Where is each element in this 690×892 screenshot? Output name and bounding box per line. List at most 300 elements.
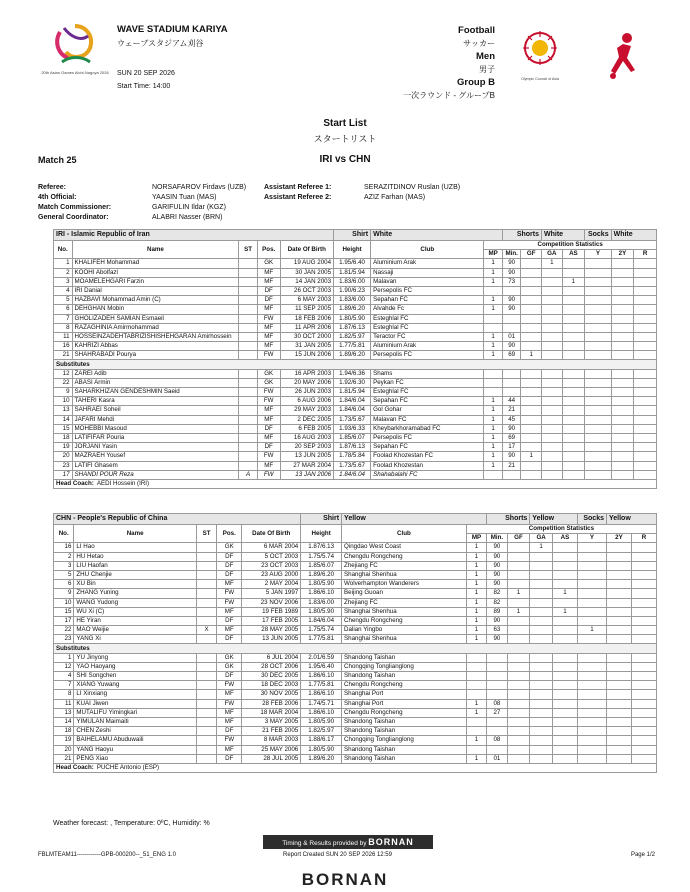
player-stat-min: 90	[502, 305, 521, 314]
player-position: GK	[257, 369, 280, 378]
player-stat-mp: 1	[484, 259, 503, 268]
player-stat-r	[634, 314, 657, 323]
player-name: SHI Songchen	[74, 672, 196, 681]
player-stat-as	[562, 314, 585, 323]
player-stat-mp: 1	[484, 332, 503, 341]
player-stat-y2	[611, 443, 634, 452]
player-stat-y	[585, 342, 611, 351]
player-stat-y	[577, 653, 606, 662]
player-status	[196, 745, 216, 754]
player-number: 18	[54, 727, 74, 736]
player-number: 5	[54, 296, 73, 305]
column-header-row	[54, 525, 657, 534]
matchup: IRI vs CHN	[319, 154, 371, 165]
player-stat-y	[577, 552, 606, 561]
player-stat-mp: 1	[466, 708, 486, 717]
player-status	[239, 378, 258, 387]
player-stat-y	[577, 607, 606, 616]
player-stat-as	[552, 754, 577, 763]
bornan-logo: BORNAN	[301, 870, 389, 889]
player-name: YIMULAN Maimaiti	[74, 717, 196, 726]
player-stat-y	[585, 259, 611, 268]
player-status	[239, 433, 258, 442]
player-stat-y	[585, 452, 611, 461]
player-stat-y	[577, 717, 606, 726]
player-stat-gf	[507, 736, 530, 745]
player-stat-y2	[611, 452, 634, 461]
player-status	[239, 351, 258, 360]
player-position: MF	[217, 708, 242, 717]
player-club: Sepahan FC	[371, 397, 484, 406]
start-time: Start Time: 14:00	[117, 83, 171, 90]
player-stat-gf	[507, 754, 530, 763]
shirt-color: Yellow	[342, 514, 487, 525]
player-stat-min: 90	[502, 424, 521, 433]
player-club: Shanghai Shenhua	[342, 635, 467, 644]
substitutes-label: Substitutes	[54, 360, 657, 369]
player-stat-gf	[507, 672, 530, 681]
player-stat-y	[577, 727, 606, 736]
player-dob: 30 NOV 2005	[242, 690, 301, 699]
player-position: MF	[257, 268, 280, 277]
player-dob: 20 MAY 2006	[280, 378, 334, 387]
player-stat-min	[487, 727, 507, 736]
player-dob: 28 OCT 2006	[242, 662, 301, 671]
player-stat-as	[552, 561, 577, 570]
player-name: HU Hetao	[74, 552, 196, 561]
player-stat-r	[634, 443, 657, 452]
player-position: FW	[217, 736, 242, 745]
player-number: 13	[54, 708, 74, 717]
player-position: DF	[217, 561, 242, 570]
player-stat-gf	[507, 745, 530, 754]
player-club: Aluminium Arak	[371, 342, 484, 351]
player-name: TAHERI Kasra	[72, 397, 239, 406]
player-row	[54, 397, 657, 406]
player-number: 2	[54, 268, 73, 277]
player-stat-ga	[530, 672, 553, 681]
player-height: 1.78/5.84	[334, 452, 371, 461]
player-stat-ga	[530, 662, 553, 671]
player-dob: 14 JAN 2003	[280, 277, 334, 286]
player-stat-y2	[606, 552, 631, 561]
player-stat-y	[585, 286, 611, 295]
player-stat-ga	[530, 745, 553, 754]
player-club: Dalian Yingbo	[342, 626, 467, 635]
player-stat-mp: 1	[466, 543, 486, 552]
player-row	[54, 470, 657, 479]
player-row	[54, 580, 657, 589]
player-row	[54, 424, 657, 433]
player-stat-r	[631, 570, 656, 579]
player-stat-as	[552, 543, 577, 552]
player-row	[54, 717, 657, 726]
col-mp: MP	[484, 250, 503, 259]
fourth-official-name: YAASIN Tuan (MAS)	[152, 194, 217, 201]
player-stat-r	[631, 727, 656, 736]
player-stat-as	[562, 443, 585, 452]
player-row	[54, 296, 657, 305]
player-stat-r	[634, 388, 657, 397]
player-number: 17	[54, 616, 74, 625]
player-club: Kheybarkhoramabad FC	[371, 424, 484, 433]
player-club: Sepahan FC	[371, 443, 484, 452]
player-name: KHALIFEH Mohammad	[72, 259, 239, 268]
player-number: 14	[54, 717, 74, 726]
player-number: 13	[54, 406, 73, 415]
player-stat-mp: 1	[484, 277, 503, 286]
player-stat-y	[577, 699, 606, 708]
player-position: DF	[217, 754, 242, 763]
col-name: Name	[72, 241, 239, 259]
player-row	[54, 616, 657, 625]
player-row	[54, 277, 657, 286]
player-dob: 23 NOV 2006	[242, 598, 301, 607]
player-stat-mp: 1	[484, 351, 503, 360]
competition-statistics-header: Competition Statistics	[466, 525, 656, 534]
player-stat-ga	[530, 589, 553, 598]
player-stat-as: 1	[552, 589, 577, 598]
player-stat-ga	[542, 305, 563, 314]
player-height: 1.86/6.10	[301, 672, 342, 681]
player-position: DF	[257, 296, 280, 305]
player-stat-gf	[507, 561, 530, 570]
player-stat-y	[577, 672, 606, 681]
player-stat-mp: 1	[466, 699, 486, 708]
player-number: 4	[54, 286, 73, 295]
team-start-list-table	[53, 229, 657, 489]
player-position: DF	[217, 616, 242, 625]
player-dob: 23 OCT 2003	[242, 561, 301, 570]
player-stat-r	[634, 277, 657, 286]
player-row	[54, 690, 657, 699]
head-coach-row	[54, 763, 657, 772]
player-row	[54, 452, 657, 461]
player-stat-mp: 1	[484, 406, 503, 415]
player-stat-min: 90	[487, 635, 507, 644]
player-stat-r	[634, 406, 657, 415]
player-height: 1.86/6.10	[301, 708, 342, 717]
player-stat-y2	[611, 332, 634, 341]
player-stat-mp: 1	[484, 397, 503, 406]
player-dob: 28 MAY 2005	[242, 626, 301, 635]
player-stat-as	[562, 305, 585, 314]
group-name-jp: 一次ラウンド - グループB	[403, 91, 495, 100]
player-height: 1.73/5.67	[334, 415, 371, 424]
player-number: 11	[54, 699, 74, 708]
player-stat-mp: 1	[466, 754, 486, 763]
player-club: Chengdu Rongcheng	[342, 552, 467, 561]
timing-label: Timing & Results provided by	[282, 840, 367, 847]
shirt-label: Shirt	[334, 230, 371, 241]
player-club: Chengdu Rongcheng	[342, 681, 467, 690]
player-row	[54, 314, 657, 323]
player-status	[196, 699, 216, 708]
player-dob: 17 FEB 2005	[242, 616, 301, 625]
player-height: 1.85/6.07	[334, 433, 371, 442]
player-dob: 21 FEB 2005	[242, 727, 301, 736]
player-dob: 15 JUN 2006	[280, 351, 334, 360]
player-stat-mp: 1	[466, 570, 486, 579]
player-row	[54, 268, 657, 277]
player-stat-r	[631, 626, 656, 635]
player-height: 1.95/6.40	[301, 662, 342, 671]
player-position: DF	[217, 570, 242, 579]
player-stat-ga	[542, 461, 563, 470]
player-club: Esteghlal FC	[371, 388, 484, 397]
player-dob: 5 JAN 1997	[242, 589, 301, 598]
player-stat-y	[577, 616, 606, 625]
player-club: Esteghlal FC	[371, 323, 484, 332]
player-stat-r	[634, 397, 657, 406]
player-dob: 30 DEC 2005	[242, 672, 301, 681]
player-stat-gf	[507, 717, 530, 726]
col-st: ST	[196, 525, 216, 543]
player-height: 1.83/6.00	[301, 598, 342, 607]
player-stat-as	[562, 332, 585, 341]
player-stat-gf	[521, 305, 542, 314]
player-stat-min	[502, 369, 521, 378]
player-number: 9	[54, 388, 73, 397]
player-stat-gf	[507, 598, 530, 607]
player-stat-gf: 1	[521, 452, 542, 461]
player-stat-min: 82	[487, 598, 507, 607]
player-position: MF	[217, 745, 242, 754]
player-stat-as	[552, 690, 577, 699]
player-stat-ga	[542, 369, 563, 378]
player-stat-gf	[521, 268, 542, 277]
player-stat-as	[552, 616, 577, 625]
player-club: Esteghlal FC	[371, 314, 484, 323]
player-stat-r	[634, 323, 657, 332]
player-club: Aluminium Arak	[371, 259, 484, 268]
player-position: GK	[217, 543, 242, 552]
player-number: 20	[54, 745, 74, 754]
player-stat-r	[634, 369, 657, 378]
player-position: GK	[257, 259, 280, 268]
player-status	[196, 653, 216, 662]
player-name: ABASI Armin	[72, 378, 239, 387]
player-stat-ga	[542, 406, 563, 415]
player-stat-min: 44	[502, 397, 521, 406]
player-stat-ga	[542, 286, 563, 295]
player-status	[239, 443, 258, 452]
player-stat-min	[487, 672, 507, 681]
player-position: FW	[217, 589, 242, 598]
player-stat-ga	[542, 342, 563, 351]
head-coach-label: Head Coach:	[56, 479, 94, 487]
player-club: Zhejiang FC	[342, 561, 467, 570]
player-stat-min: 27	[487, 708, 507, 717]
player-height: 1.84/6.04	[301, 616, 342, 625]
player-height: 2.01/6.59	[301, 653, 342, 662]
player-stat-r	[631, 653, 656, 662]
player-dob: 11 SEP 2005	[280, 305, 334, 314]
player-stat-gf	[507, 570, 530, 579]
player-position: MF	[217, 580, 242, 589]
player-stat-y	[577, 589, 606, 598]
shorts-label: Shorts	[487, 514, 530, 525]
player-stat-ga	[542, 424, 563, 433]
player-stat-y2	[606, 626, 631, 635]
head-coach	[54, 479, 657, 488]
gender: Men	[476, 51, 495, 62]
player-status	[196, 754, 216, 763]
football-pictogram-icon	[605, 30, 643, 80]
player-stat-as	[562, 433, 585, 442]
player-stat-as	[552, 570, 577, 579]
player-position: DF	[257, 286, 280, 295]
player-stat-y2	[606, 635, 631, 644]
player-stat-y	[585, 433, 611, 442]
player-position: FW	[217, 681, 242, 690]
page-number: Page 1/2	[630, 852, 655, 858]
player-stat-y	[585, 369, 611, 378]
player-stat-ga	[542, 443, 563, 452]
socks-color: White	[611, 230, 656, 241]
player-stat-y2	[611, 286, 634, 295]
player-position: DF	[217, 672, 242, 681]
player-name: ZHU Chenjie	[74, 570, 196, 579]
player-stat-mp	[484, 388, 503, 397]
player-stat-mp: 1	[484, 305, 503, 314]
team-header-row	[54, 230, 657, 241]
player-club: Wolverhampton Wanderers	[342, 580, 467, 589]
player-row	[54, 461, 657, 470]
player-stat-y	[585, 415, 611, 424]
player-club: Sepahan FC	[371, 296, 484, 305]
player-stat-r	[634, 342, 657, 351]
player-stat-min: 73	[502, 277, 521, 286]
player-stat-ga	[542, 323, 563, 332]
player-position: FW	[257, 397, 280, 406]
player-stat-min	[487, 717, 507, 726]
player-name: JORJANI Yasin	[72, 443, 239, 452]
player-stat-min: 01	[487, 754, 507, 763]
substitutes-row	[54, 360, 657, 369]
player-stat-mp: 1	[484, 424, 503, 433]
shirt-label: Shirt	[301, 514, 342, 525]
player-number: 23	[54, 461, 73, 470]
player-stat-r	[634, 305, 657, 314]
player-height: 1.80/5.90	[301, 607, 342, 616]
player-row	[54, 543, 657, 552]
player-stat-y	[585, 388, 611, 397]
player-stat-y	[585, 277, 611, 286]
player-dob: 18 DEC 2003	[242, 681, 301, 690]
player-stat-as	[562, 268, 585, 277]
player-row	[54, 699, 657, 708]
player-row	[54, 332, 657, 341]
oca-logo	[520, 28, 560, 86]
player-stat-gf	[507, 580, 530, 589]
col-y2: 2Y	[611, 250, 634, 259]
player-status	[196, 570, 216, 579]
player-height: 1.77/5.81	[301, 635, 342, 644]
player-stat-as	[562, 470, 585, 479]
player-stat-as	[552, 745, 577, 754]
player-name: WANG Yudong	[74, 598, 196, 607]
player-name: GHOLIZADEH SAMIAN Esmaeil	[72, 314, 239, 323]
player-stat-y	[577, 580, 606, 589]
player-row	[54, 653, 657, 662]
player-stat-mp: 1	[466, 598, 486, 607]
player-stat-y2	[606, 727, 631, 736]
player-number: 18	[54, 433, 73, 442]
player-stat-as	[552, 717, 577, 726]
player-height: 1.87/6.13	[301, 543, 342, 552]
shorts-color: Yellow	[530, 514, 578, 525]
player-dob: 19 AUG 2004	[280, 259, 334, 268]
player-stat-min: 08	[487, 699, 507, 708]
player-stat-y2	[606, 662, 631, 671]
player-position: FW	[257, 452, 280, 461]
player-stat-mp	[484, 323, 503, 332]
player-club: Foolad Khozestan	[371, 461, 484, 470]
head-coach	[54, 763, 657, 772]
player-number: 16	[54, 543, 74, 552]
general-coordinator-label: General Coordinator:	[38, 214, 109, 221]
match-commissioner-name: GARIFULIN Ildar (KGZ)	[152, 204, 226, 211]
player-number: 7	[54, 314, 73, 323]
player-stat-min: 90	[487, 580, 507, 589]
player-status	[239, 452, 258, 461]
player-stat-y2	[611, 470, 634, 479]
player-height: 1.83/6.00	[334, 296, 371, 305]
player-stat-ga	[530, 690, 553, 699]
player-stat-ga	[542, 268, 563, 277]
player-stat-y2	[611, 305, 634, 314]
player-status	[196, 662, 216, 671]
player-stat-ga	[542, 378, 563, 387]
player-stat-mp	[466, 745, 486, 754]
player-status	[196, 672, 216, 681]
player-row	[54, 406, 657, 415]
player-name: LI Hao	[74, 543, 196, 552]
player-dob: 31 JAN 2005	[280, 342, 334, 351]
player-stat-min: 90	[502, 268, 521, 277]
player-status	[196, 690, 216, 699]
player-position: MF	[257, 277, 280, 286]
player-position: MF	[217, 717, 242, 726]
player-stat-r	[634, 286, 657, 295]
player-number: 10	[54, 397, 73, 406]
player-name: CHEN Zeshi	[74, 727, 196, 736]
player-stat-gf	[521, 461, 542, 470]
timing-banner	[263, 835, 433, 849]
player-dob: 6 MAR 2004	[242, 543, 301, 552]
player-stat-y2	[611, 323, 634, 332]
player-name: YU Jinyong	[74, 653, 196, 662]
player-stat-y	[577, 708, 606, 717]
player-position: DF	[257, 443, 280, 452]
sport-name: Football	[458, 25, 495, 36]
player-height: 1.94/6.36	[334, 369, 371, 378]
player-dob: 26 OCT 2003	[280, 286, 334, 295]
player-status	[196, 589, 216, 598]
player-name: RAZAGHINIA Amirmohammad	[72, 323, 239, 332]
player-stat-as	[562, 342, 585, 351]
player-stat-as	[552, 708, 577, 717]
player-row	[54, 351, 657, 360]
gender-jp: 男子	[479, 65, 495, 74]
player-stat-min: 69	[502, 433, 521, 442]
player-stat-mp: 1	[484, 296, 503, 305]
player-club: Malavan FC	[371, 415, 484, 424]
player-stat-ga	[542, 470, 563, 479]
player-stat-mp: 1	[484, 452, 503, 461]
player-club: Shandong Taishan	[342, 754, 467, 763]
